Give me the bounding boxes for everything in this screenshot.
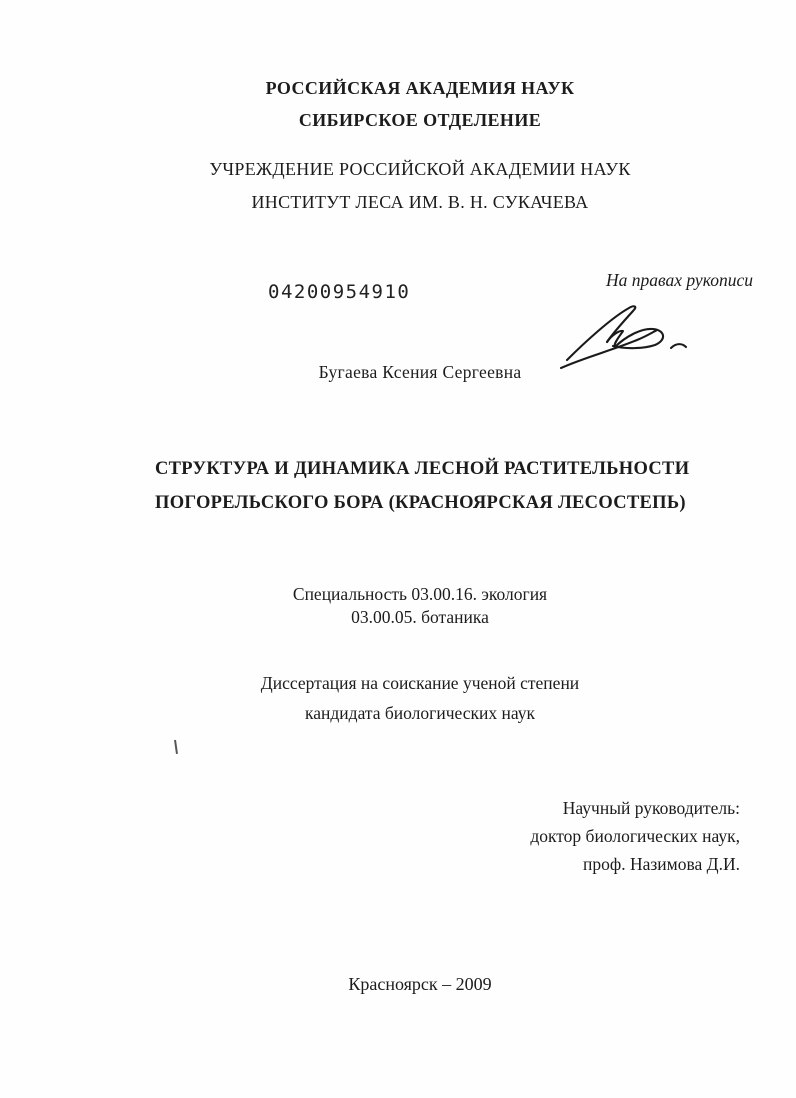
degree-statement	[44, 668, 796, 728]
title-line-1: СТРУКТУРА И ДИНАМИКА ЛЕСНОЙ РАСТИТЕЛЬНОСТИ	[155, 459, 690, 479]
specialty-line-1: Специальность 03.00.16. экология	[292, 584, 548, 604]
academy-name: РОССИЙСКАЯ АКАДЕМИЯ НАУК	[265, 78, 575, 98]
degree-line-2: кандидата биологических наук	[305, 703, 535, 723]
supervisor-block	[530, 794, 740, 878]
academy-header	[44, 72, 796, 136]
registration-number: 04200954910	[268, 281, 411, 303]
title-line-2: ПОГОРЕЛЬСКОГО БОРА (КРАСНОЯРСКАЯ ЛЕСОСТЕПЬ)	[155, 493, 686, 513]
institute-name: ИНСТИТУТ ЛЕСА ИМ. В. Н. СУКАЧЕВА	[251, 192, 589, 212]
supervisor-heading: Научный руководитель:	[562, 798, 740, 818]
manuscript-rights-note: На правах рукописи	[606, 270, 753, 290]
specialty-block	[44, 583, 796, 629]
degree-line-1: Диссертация на соискание ученой степени	[260, 673, 580, 693]
specialty-line-2: 03.00.05. ботаника	[351, 607, 489, 627]
signature-icon	[553, 292, 703, 372]
city-year-imprint: Красноярск – 2009	[348, 974, 492, 994]
scan-artifact-mark	[174, 740, 177, 754]
institution-name: УЧРЕЖДЕНИЕ РОССИЙСКОЙ АКАДЕМИИ НАУК	[209, 159, 631, 179]
branch-name: СИБИРСКОЕ ОТДЕЛЕНИЕ	[298, 110, 542, 130]
institution-header	[44, 153, 796, 219]
supervisor-name: проф. Назимова Д.И.	[583, 854, 740, 874]
supervisor-degree: доктор биологических наук,	[530, 826, 740, 846]
dissertation-title	[155, 452, 755, 520]
author-name: Бугаева Ксения Сергеевна	[318, 362, 522, 382]
